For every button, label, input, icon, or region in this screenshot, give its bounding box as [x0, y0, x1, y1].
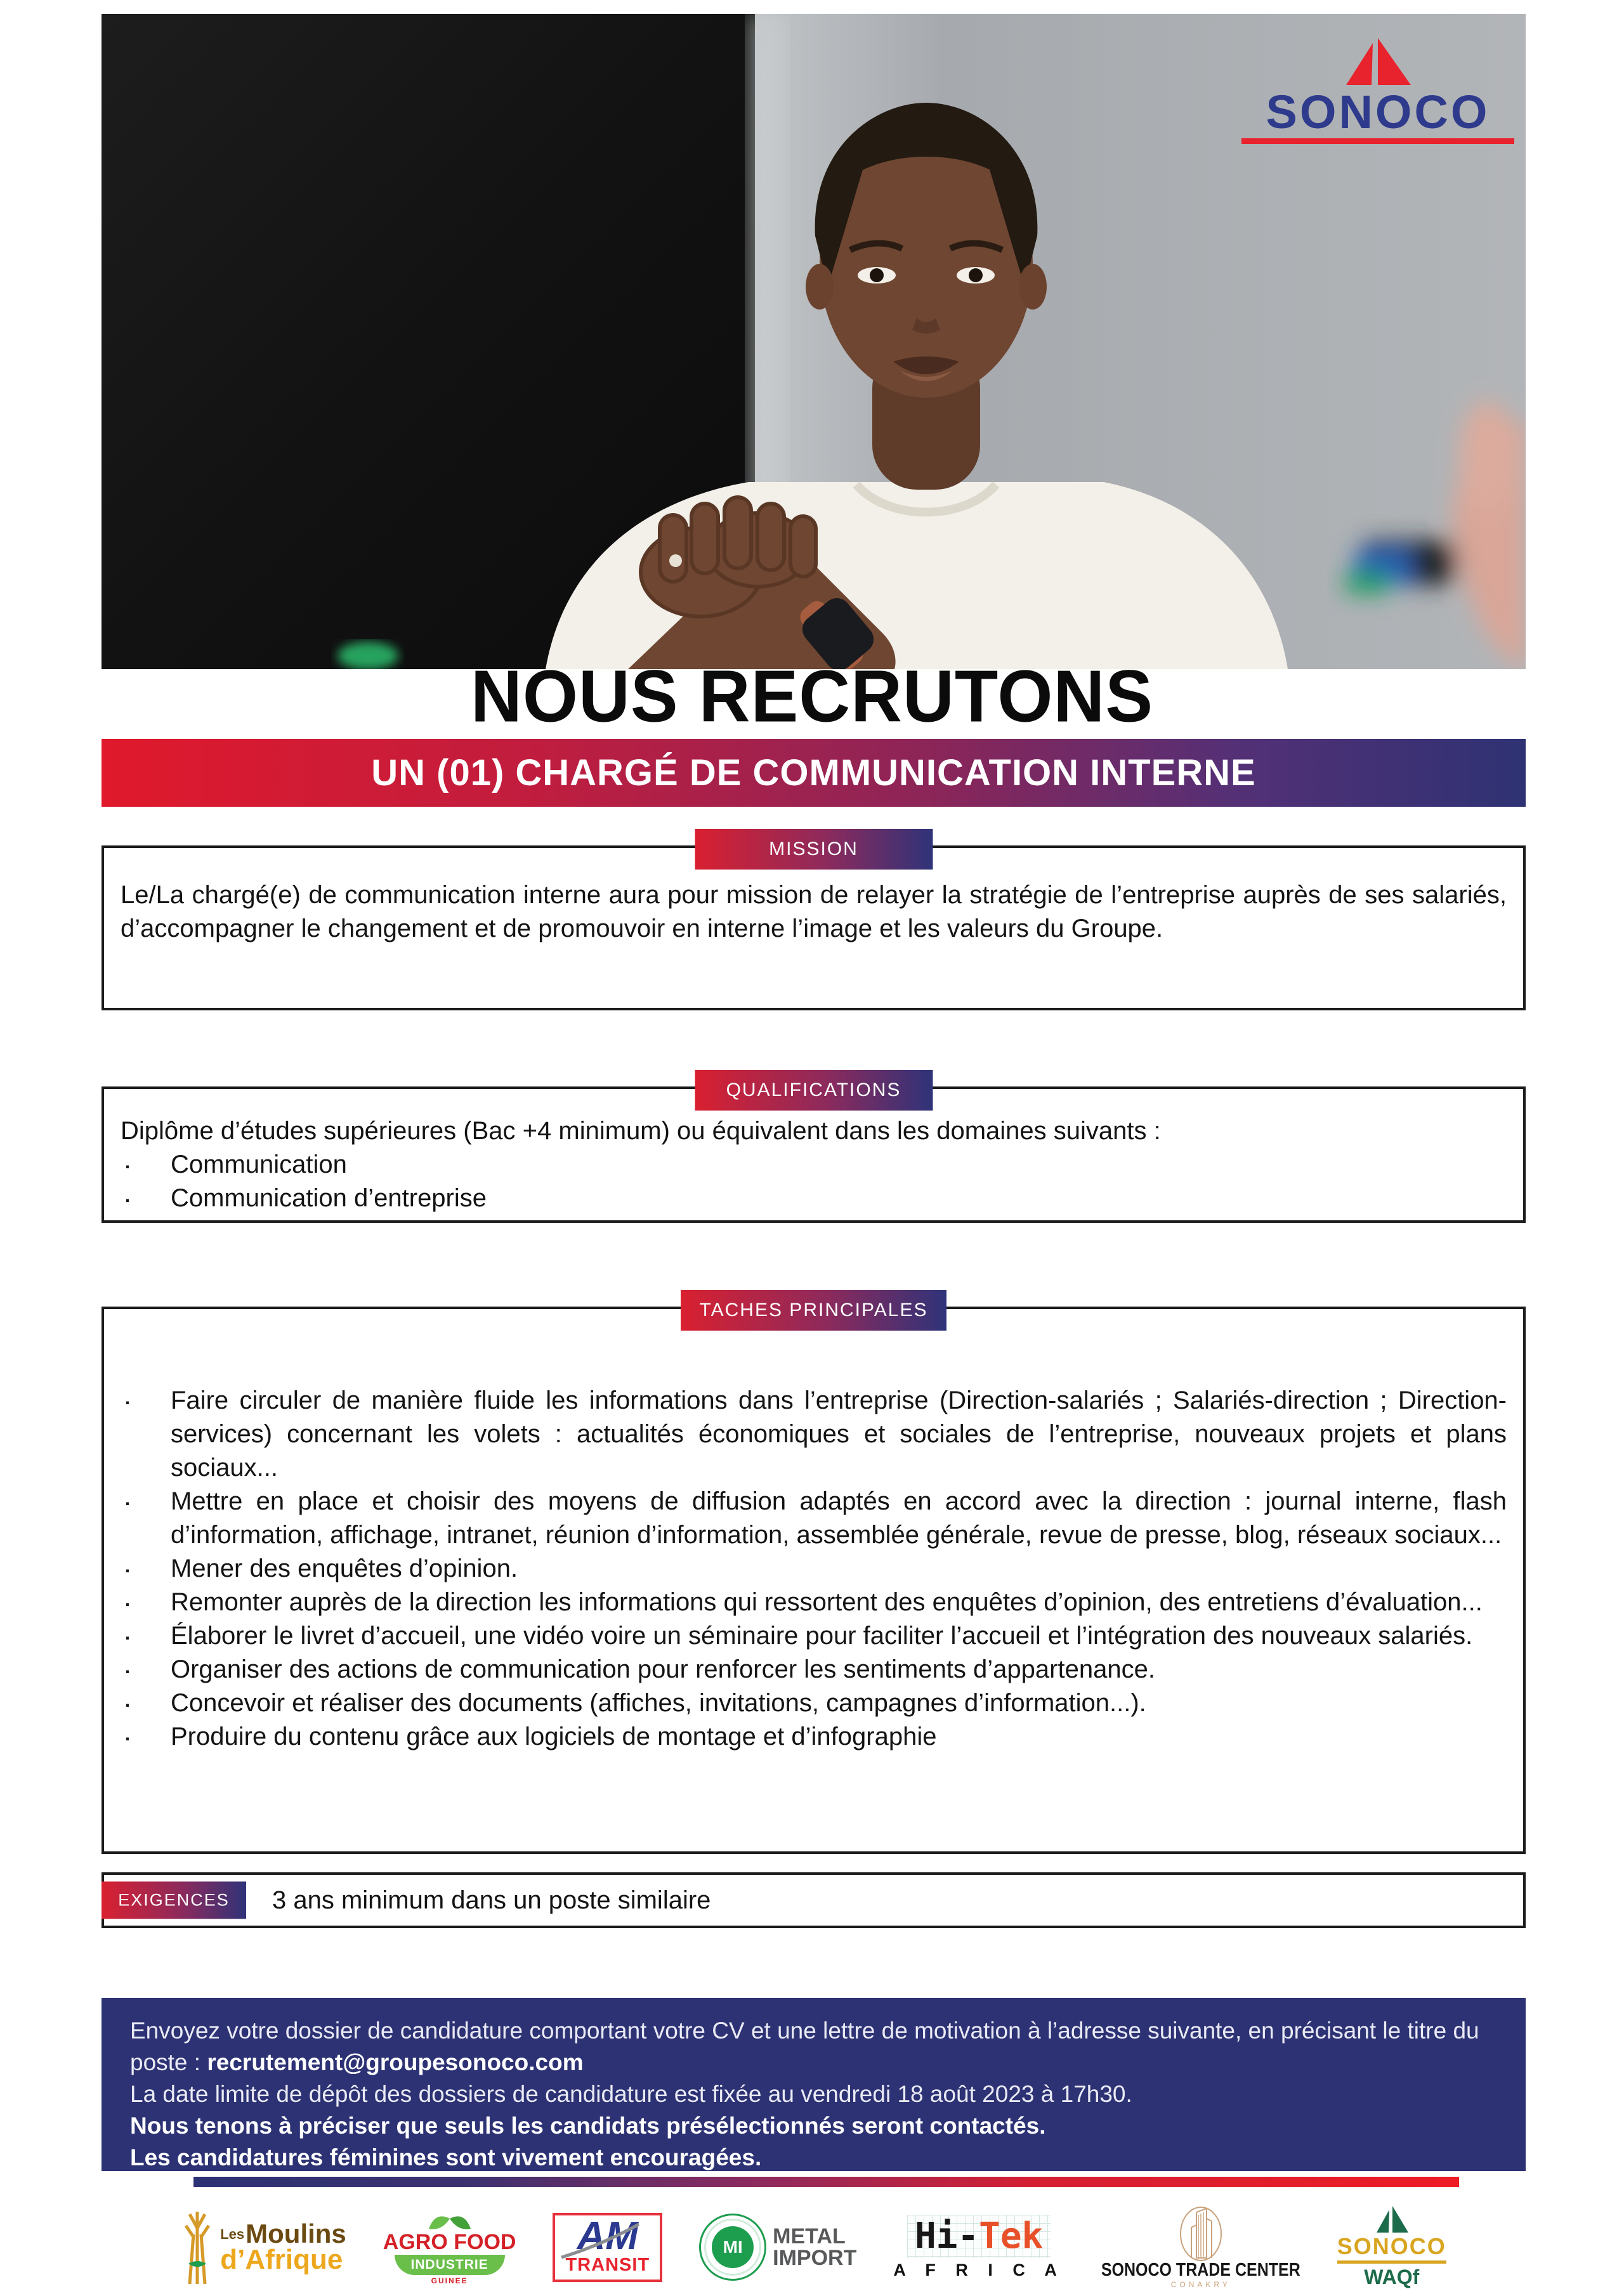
task-item: · Organiser des actions de communication pour renforcer les sentiments d’appartenance. — [104, 1653, 1507, 1686]
hero-photo — [102, 14, 1526, 669]
mission-section — [102, 838, 1526, 1010]
tasks-list — [104, 1384, 1507, 1754]
requirements-badge: EXIGENCES — [102, 1882, 246, 1919]
moulins-dafrique: d’Afrique — [220, 2244, 343, 2275]
footer-apply-text: Envoyez votre dossier de candidature comportant votre CV et une lettre de motivation à l’adresse suivante, en précisant le titre du poste : — [130, 2018, 1479, 2075]
task-item: · Faire circuler de manière fluide les informations dans l’entreprise (Direction-salariés ; Salariés-direction ; Direction-services) concernant les volets : actualités économiques et sociales de l’entreprise, nouveaux projets et plans sociaux... — [104, 1384, 1507, 1485]
leaf-icon — [422, 2210, 477, 2231]
requirements-section — [102, 1872, 1526, 1928]
logo-sonoco-trade-center — [1101, 2206, 1300, 2289]
sonoco-logo — [1241, 38, 1514, 144]
sonoco-trade-center-conakry: CONAKRY — [1170, 2280, 1231, 2289]
task-item: · Concevoir et réaliser des documents (affiches, invitations, campagnes d’information...). — [104, 1686, 1507, 1720]
swoosh-icon — [555, 2221, 644, 2261]
waqf-triangle-icon — [1372, 2206, 1412, 2234]
qualifications-list — [104, 1148, 1507, 1215]
job-title-banner — [102, 739, 1526, 807]
task-item: · Remonter auprès de la direction les informations qui ressortent des enquêtes d’opinion, des entretiens d’évaluation... — [104, 1586, 1507, 1619]
footer-deadline-text: La date limite de dépôt des dossiers de candidature est fixée au vendredi 18 août 2023 à 17h30. — [130, 2081, 1132, 2107]
mission-badge: MISSION — [695, 829, 933, 870]
sonoco-waqf-sonoco: SONOCO — [1337, 2234, 1446, 2264]
metal-import-import: IMPORT — [773, 2246, 857, 2270]
job-title-text: UN (01) CHARGÉ DE COMMUNICATION INTERNE — [371, 752, 1256, 793]
moulins-les: Les — [220, 2226, 245, 2242]
metal-import-metal: METAL — [773, 2224, 846, 2248]
page-title: NOUS RECRUTONS — [470, 655, 1154, 738]
hi-tek-tek: Tek — [979, 2215, 1044, 2257]
sonoco-logo-text: SONOCO — [1266, 86, 1490, 138]
gradient-divider — [193, 2177, 1459, 2187]
wheat-icon — [181, 2209, 214, 2285]
application-footer — [102, 1998, 1526, 2171]
sonoco-logo-underline — [1241, 138, 1514, 144]
task-item: · Produire du contenu grâce aux logiciels de montage et d’infographie — [104, 1720, 1507, 1754]
hi-tek-pixel-grid — [907, 2215, 1051, 2258]
logo-hi-tek-africa — [893, 2215, 1064, 2280]
logo-les-moulins-dafrique — [181, 2209, 346, 2285]
logo-metal-import — [699, 2214, 856, 2281]
qualifications-section — [102, 1079, 1526, 1223]
am-transit-am: AM — [577, 2214, 639, 2258]
sonoco-triangle-icon — [1340, 38, 1416, 88]
application-email: recrutement@groupesonoco.com — [207, 2049, 584, 2075]
hi-tek-africa-text: A F R I C A — [893, 2260, 1064, 2280]
footer-notice-text: Nous tenons à préciser que seuls les candidats présélectionnés seront contactés. — [130, 2113, 1046, 2139]
qualification-item: · Communication — [104, 1148, 1507, 1182]
sonoco-trade-center-text: SONOCO TRADE CENTER — [1101, 2259, 1300, 2280]
partner-logos-strip — [102, 2200, 1526, 2295]
logo-agro-food — [383, 2210, 516, 2285]
moulins-name: Moulins — [246, 2219, 346, 2248]
tasks-section — [102, 1299, 1526, 1854]
logo-sonoco-waqf — [1337, 2206, 1446, 2289]
qualification-item: · Communication d’entreprise — [104, 1182, 1507, 1215]
am-transit-transit: TRANSIT — [565, 2254, 650, 2275]
task-item: · Mettre en place et choisir des moyens de diffusion adaptés en accord avec la direction : journal interne, flash d’information, affichage, intranet, réunion d’information, assemblée générale, revue de presse, blog, réseaux sociaux... — [104, 1485, 1507, 1552]
hi-tek-hi: Hi- — [914, 2215, 979, 2257]
agro-food-guinee: GUINEE — [431, 2276, 468, 2285]
task-item: · Mener des enquêtes d’opinion. — [104, 1552, 1507, 1586]
qualifications-badge: QUALIFICATIONS — [695, 1070, 933, 1111]
metal-import-abbr: MI — [712, 2226, 754, 2268]
tasks-badge: TACHES PRINCIPALES — [681, 1290, 947, 1331]
metal-import-ring-icon — [699, 2214, 766, 2281]
agro-food-name: AGRO FOOD — [383, 2229, 516, 2254]
agro-food-industrie: INDUSTRIE — [395, 2255, 505, 2275]
task-item: · Élaborer le livret d’accueil, une vidéo voire un séminaire pour faciliter l’accueil et l’intégration des nouveaux salariés. — [104, 1619, 1507, 1653]
logo-am-transit — [553, 2213, 662, 2282]
sonoco-waqf-waqf: WAQf — [1364, 2265, 1420, 2288]
requirements-text: 3 ans minimum dans un poste similaire — [272, 1886, 711, 1914]
qualifications-intro: Diplôme d’études supérieures (Bac +4 minimum) ou équivalent dans les domaines suivants : — [121, 1117, 1161, 1145]
footer-encouragement-text: Les candidatures féminines sont vivement encouragées. — [130, 2144, 762, 2170]
mission-text: Le/La chargé(e) de communication interne aura pour mission de relayer la stratégie de l’entreprise auprès de ses salariés, d’accompagner le changement et de promouvoir en interne l’image et les valeurs du Groupe. — [121, 881, 1507, 943]
building-icon — [1179, 2206, 1223, 2262]
